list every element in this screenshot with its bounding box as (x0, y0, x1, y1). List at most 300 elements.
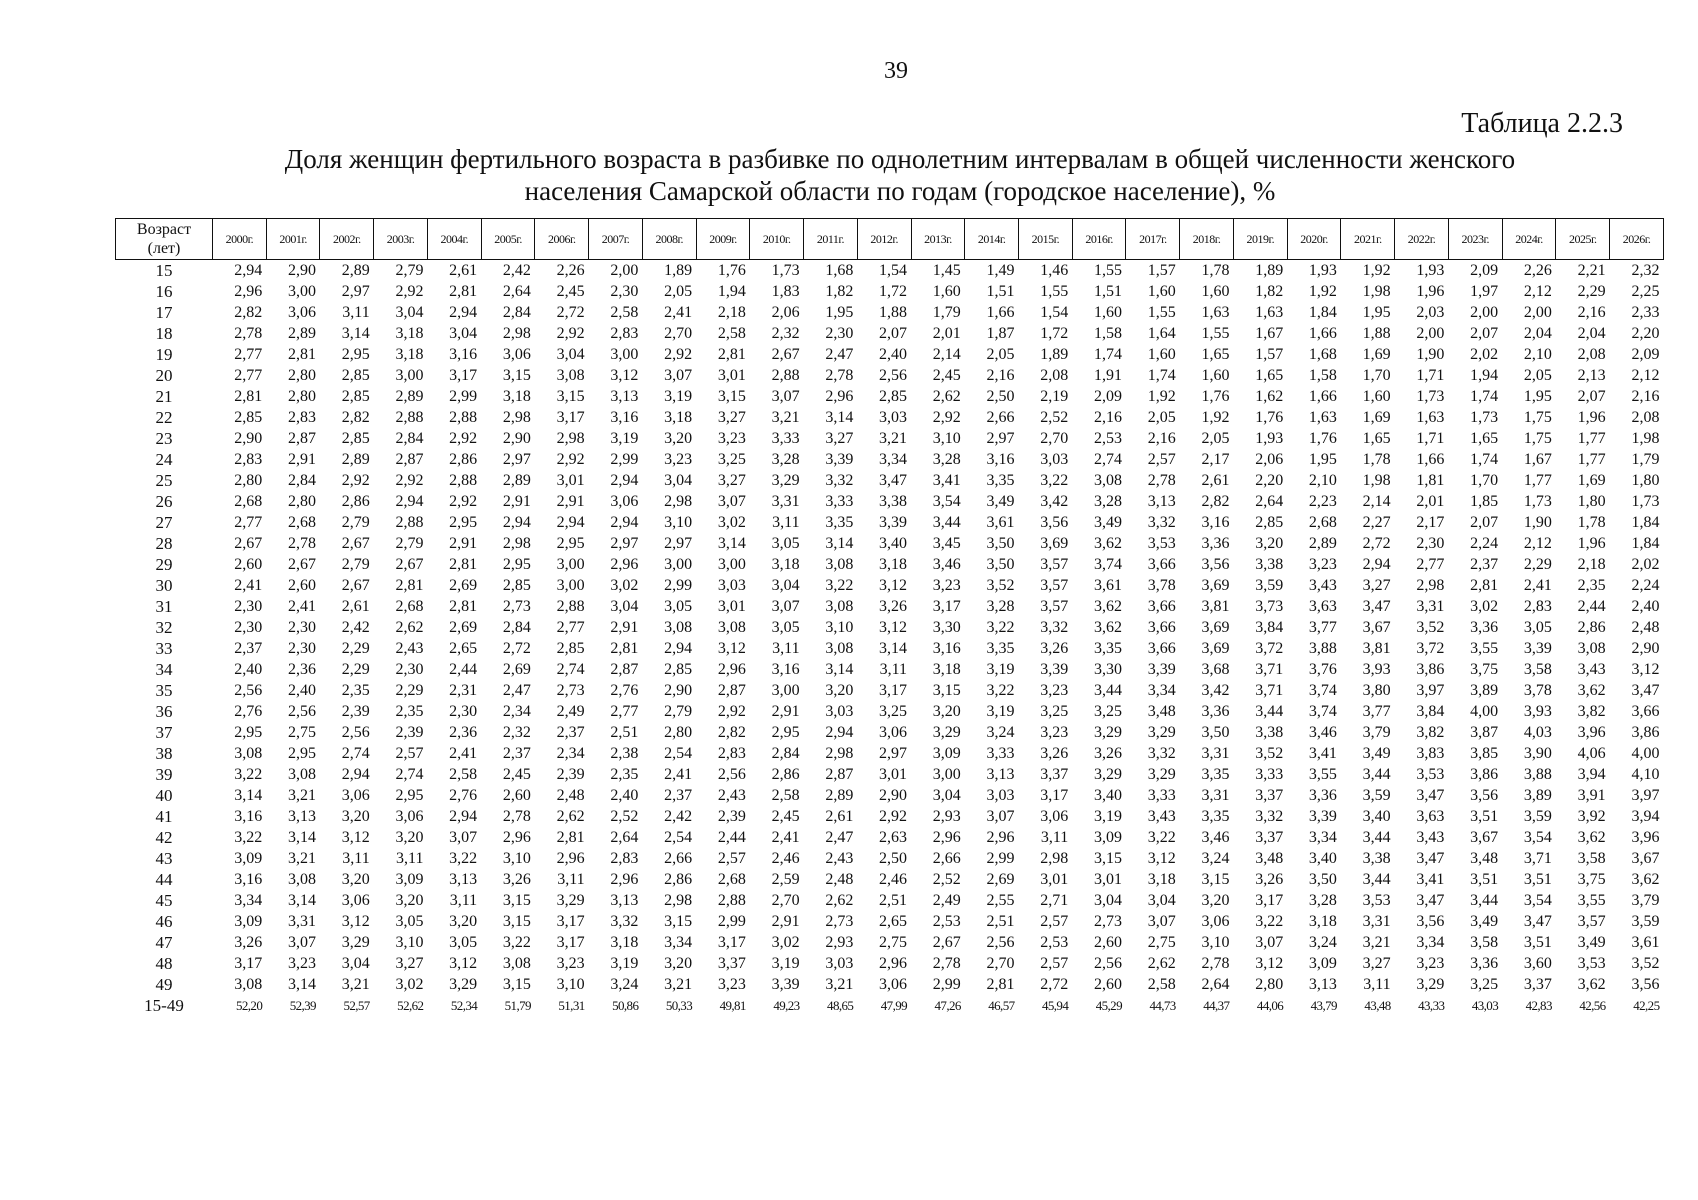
table-label: Таблица 2.2.3 (1461, 108, 1623, 139)
value-cell: 2,90 (1631, 640, 1660, 657)
value-cell: 2,09 (1470, 262, 1499, 279)
value-cell: 3,62 (1093, 598, 1122, 615)
value-cell: 3,08 (234, 976, 263, 993)
value-cell: 1,55 (1093, 262, 1122, 279)
value-cell: 1,93 (1255, 430, 1284, 447)
value-cell: 2,57 (1147, 451, 1176, 468)
value-cell: 3,27 (825, 430, 854, 447)
value-cell: 3,67 (1470, 829, 1499, 846)
value-cell: 1,92 (1362, 262, 1391, 279)
value-cell: 3,17 (234, 955, 263, 972)
value-cell: 2,68 (395, 598, 424, 615)
value-cell: 45,94 (1041, 998, 1069, 1013)
value-cell: 3,52 (986, 577, 1015, 594)
value-cell: 3,05 (771, 619, 800, 636)
age-column-header (116, 219, 213, 260)
value-cell: 3,52 (1631, 955, 1660, 972)
value-cell: 2,67 (341, 535, 370, 552)
value-cell: 2,79 (395, 262, 424, 279)
value-cell: 2,32 (1631, 262, 1660, 279)
value-cell: 3,66 (1147, 556, 1176, 573)
value-cell: 2,96 (234, 283, 263, 300)
value-cell: 52,57 (343, 998, 370, 1013)
value-cell: 2,10 (1523, 346, 1552, 363)
value-cell: 3,19 (610, 430, 639, 447)
value-cell: 2,56 (879, 367, 908, 384)
value-cell: 3,00 (664, 556, 693, 573)
value-cell: 1,78 (1577, 514, 1606, 531)
value-cell: 3,40 (879, 535, 908, 552)
value-cell: 2,74 (556, 661, 585, 678)
value-cell: 3,32 (1147, 745, 1176, 762)
value-cell: 3,08 (287, 871, 316, 888)
value-cell: 3,14 (825, 661, 854, 678)
value-cell: 2,56 (234, 682, 263, 699)
value-cell: 3,03 (879, 409, 908, 426)
value-cell: 1,66 (1308, 388, 1337, 405)
year-column-header: 2025г. (1556, 219, 1610, 260)
year-column-header: 2012г. (857, 219, 911, 260)
value-cell: 3,06 (1040, 808, 1069, 825)
value-cell: 3,37 (1040, 766, 1069, 783)
value-cell: 2,72 (1362, 535, 1391, 552)
value-cell: 3,29 (449, 976, 478, 993)
value-cell: 2,60 (1093, 976, 1122, 993)
value-cell: 3,01 (556, 472, 585, 489)
value-cell: 2,30 (287, 640, 316, 657)
value-cell: 3,02 (717, 514, 746, 531)
value-cell: 2,92 (556, 451, 585, 468)
value-cell: 1,68 (1308, 346, 1337, 363)
table-row (116, 953, 1664, 974)
year-column-header: 2000г. (213, 219, 267, 260)
value-cell: 3,97 (1416, 682, 1445, 699)
value-cell: 3,23 (556, 955, 585, 972)
value-cell: 3,36 (1308, 787, 1337, 804)
value-cell: 2,98 (1416, 577, 1445, 594)
table-row (116, 260, 1664, 282)
value-cell: 2,81 (234, 388, 263, 405)
value-cell: 1,57 (1255, 346, 1284, 363)
value-cell: 3,31 (1201, 745, 1230, 762)
value-cell: 3,79 (1362, 724, 1391, 741)
value-cell: 3,93 (1362, 661, 1391, 678)
value-cell: 2,89 (395, 388, 424, 405)
value-cell: 2,87 (287, 430, 316, 447)
value-cell: 3,35 (986, 472, 1015, 489)
value-cell: 1,69 (1362, 409, 1391, 426)
value-cell: 51,31 (558, 998, 585, 1013)
value-cell: 1,65 (1201, 346, 1230, 363)
value-cell: 2,78 (1147, 472, 1176, 489)
value-cell: 2,37 (556, 724, 585, 741)
value-cell: 3,20 (341, 808, 370, 825)
value-cell: 3,58 (1470, 934, 1499, 951)
value-cell: 2,94 (234, 262, 263, 279)
value-cell: 2,16 (1577, 304, 1606, 321)
value-cell: 1,73 (1523, 493, 1552, 510)
value-cell: 3,91 (1577, 787, 1606, 804)
value-cell: 2,97 (986, 430, 1015, 447)
value-cell: 1,54 (879, 262, 908, 279)
value-cell: 3,09 (234, 850, 263, 867)
age-header-line-1: Возраст (136, 221, 192, 238)
value-cell: 2,91 (449, 535, 478, 552)
value-cell: 1,77 (1523, 472, 1552, 489)
value-cell: 2,91 (556, 493, 585, 510)
value-cell: 3,23 (717, 430, 746, 447)
value-cell: 2,37 (234, 640, 263, 657)
value-cell: 3,56 (1416, 913, 1445, 930)
value-cell: 3,22 (234, 766, 263, 783)
value-cell: 3,56 (1201, 556, 1230, 573)
value-cell: 2,99 (932, 976, 961, 993)
value-cell: 1,75 (1523, 430, 1552, 447)
value-cell: 2,05 (664, 283, 693, 300)
value-cell: 2,62 (1147, 955, 1176, 972)
year-column-header: 2008г. (642, 219, 696, 260)
value-cell: 2,70 (986, 955, 1015, 972)
value-cell: 3,22 (502, 934, 531, 951)
value-cell: 1,55 (1147, 304, 1176, 321)
value-cell: 2,57 (1040, 955, 1069, 972)
value-cell: 3,03 (1040, 451, 1069, 468)
value-cell: 3,16 (1201, 514, 1230, 531)
value-cell: 47,99 (880, 998, 908, 1013)
year-column-header: 2009г. (696, 219, 750, 260)
age-cell: 15-49 (144, 996, 184, 1015)
value-cell: 3,15 (502, 976, 531, 993)
value-cell: 2,95 (449, 514, 478, 531)
value-cell: 3,79 (1631, 892, 1660, 909)
value-cell: 1,75 (1523, 409, 1552, 426)
value-cell: 3,07 (717, 493, 746, 510)
value-cell: 2,30 (1416, 535, 1445, 552)
value-cell: 2,31 (449, 682, 478, 699)
value-cell: 3,62 (1093, 535, 1122, 552)
value-cell: 3,81 (1362, 640, 1391, 657)
value-cell: 3,12 (449, 955, 478, 972)
value-cell: 2,94 (664, 640, 693, 657)
value-cell: 3,86 (1631, 724, 1660, 741)
value-cell: 3,10 (395, 934, 424, 951)
value-cell: 3,61 (986, 514, 1015, 531)
year-column-header: 2004г. (427, 219, 481, 260)
value-cell: 2,75 (287, 724, 316, 741)
value-cell: 49,23 (773, 998, 800, 1013)
value-cell: 2,98 (664, 493, 693, 510)
value-cell: 2,84 (502, 619, 531, 636)
value-cell: 2,12 (1523, 535, 1552, 552)
age-cell: 36 (155, 702, 173, 721)
value-cell: 2,94 (449, 304, 478, 321)
value-cell: 3,82 (1416, 724, 1445, 741)
value-cell: 3,23 (287, 955, 316, 972)
value-cell: 3,21 (287, 850, 316, 867)
value-cell: 2,90 (664, 682, 693, 699)
value-cell: 2,93 (932, 808, 961, 825)
value-cell: 1,65 (1255, 367, 1284, 384)
value-cell: 2,95 (287, 745, 316, 762)
value-cell: 3,07 (986, 808, 1015, 825)
value-cell: 1,46 (1040, 262, 1069, 279)
value-cell: 1,77 (1577, 430, 1606, 447)
value-cell: 2,81 (287, 346, 316, 363)
value-cell: 2,56 (341, 724, 370, 741)
value-cell: 2,09 (1093, 388, 1122, 405)
value-cell: 1,66 (1308, 325, 1337, 342)
table-row (116, 302, 1664, 323)
value-cell: 1,76 (1201, 388, 1230, 405)
value-cell: 3,67 (1362, 619, 1391, 636)
value-cell: 3,06 (1201, 913, 1230, 930)
value-cell: 3,28 (771, 451, 800, 468)
value-cell: 2,79 (341, 514, 370, 531)
value-cell: 3,22 (1040, 472, 1069, 489)
value-cell: 2,29 (341, 661, 370, 678)
table-row (116, 638, 1664, 659)
value-cell: 52,62 (397, 998, 424, 1013)
value-cell: 2,54 (664, 745, 693, 762)
value-cell: 3,49 (1577, 934, 1606, 951)
value-cell: 3,94 (1577, 766, 1606, 783)
value-cell: 2,14 (932, 346, 961, 363)
value-cell: 1,67 (1255, 325, 1284, 342)
value-cell: 42,56 (1579, 998, 1606, 1013)
value-cell: 3,00 (771, 682, 800, 699)
title-line-1: Доля женщин фертильного возраста в разбивке по однолетним интервалам в общей численности женского (284, 144, 1516, 174)
value-cell: 2,36 (287, 661, 316, 678)
value-cell: 3,19 (664, 388, 693, 405)
value-cell: 2,69 (449, 577, 478, 594)
value-cell: 2,58 (1147, 976, 1176, 993)
value-cell: 2,42 (664, 808, 693, 825)
value-cell: 3,11 (1363, 976, 1391, 993)
value-cell: 1,92 (1308, 283, 1337, 300)
value-cell: 2,98 (502, 409, 531, 426)
value-cell: 2,96 (610, 871, 639, 888)
value-cell: 3,58 (1523, 661, 1552, 678)
value-cell: 2,37 (1470, 556, 1499, 573)
value-cell: 2,69 (986, 871, 1015, 888)
value-cell: 2,81 (395, 577, 424, 594)
value-cell: 2,80 (287, 388, 316, 405)
value-cell: 2,70 (771, 892, 800, 909)
value-cell: 2,49 (932, 892, 961, 909)
value-cell: 2,94 (556, 514, 585, 531)
value-cell: 2,94 (1362, 556, 1391, 573)
value-cell: 2,96 (932, 829, 961, 846)
value-cell: 3,18 (395, 325, 424, 342)
age-header-line-2: (лет) (147, 240, 181, 257)
value-cell: 1,76 (717, 262, 746, 279)
value-cell: 3,10 (556, 976, 585, 993)
value-cell: 3,04 (395, 304, 424, 321)
value-cell: 2,30 (825, 325, 854, 342)
value-cell: 3,18 (502, 388, 531, 405)
value-cell: 3,00 (610, 346, 639, 363)
value-cell: 2,53 (1040, 934, 1069, 951)
table-row (116, 407, 1664, 428)
value-cell: 1,78 (1201, 262, 1230, 279)
value-cell: 2,52 (1040, 409, 1069, 426)
value-cell: 3,24 (1201, 850, 1230, 867)
value-cell: 2,87 (395, 451, 424, 468)
value-cell: 2,94 (610, 514, 639, 531)
year-column-header: 2006г. (535, 219, 589, 260)
value-cell: 3,46 (1201, 829, 1230, 846)
value-cell: 2,99 (610, 451, 639, 468)
value-cell: 3,13 (1147, 493, 1176, 510)
value-cell: 2,00 (1470, 304, 1499, 321)
value-cell: 3,22 (234, 829, 263, 846)
value-cell: 3,51 (1470, 808, 1499, 825)
value-cell: 2,78 (234, 325, 263, 342)
value-cell: 2,90 (234, 430, 263, 447)
value-cell: 2,73 (502, 598, 531, 615)
value-cell: 3,15 (502, 367, 531, 384)
value-cell: 2,80 (287, 493, 316, 510)
value-cell: 2,61 (825, 808, 854, 825)
value-cell: 2,51 (879, 892, 908, 909)
value-cell: 3,29 (341, 934, 370, 951)
value-cell: 3,15 (1201, 871, 1230, 888)
value-cell: 3,39 (1308, 808, 1337, 825)
table-row (116, 365, 1664, 386)
value-cell: 3,26 (879, 598, 908, 615)
value-cell: 3,11 (342, 304, 370, 321)
value-cell: 3,68 (1201, 661, 1230, 678)
value-cell: 2,80 (1255, 976, 1284, 993)
year-column-header: 2024г. (1502, 219, 1556, 260)
value-cell: 2,95 (771, 724, 800, 741)
value-cell: 43,33 (1418, 998, 1445, 1013)
value-cell: 1,73 (1470, 409, 1499, 426)
value-cell: 2,75 (879, 934, 908, 951)
value-cell: 1,84 (1631, 514, 1660, 531)
table-row (116, 344, 1664, 365)
value-cell: 52,34 (450, 998, 478, 1013)
value-cell: 3,04 (1093, 892, 1122, 909)
age-cell: 29 (155, 555, 173, 574)
value-cell: 3,83 (1416, 745, 1445, 762)
value-cell: 3,03 (986, 787, 1015, 804)
value-cell: 2,91 (502, 493, 531, 510)
value-cell: 3,66 (1147, 619, 1176, 636)
value-cell: 3,44 (1470, 892, 1499, 909)
value-cell: 3,11 (342, 850, 370, 867)
value-cell: 3,36 (1470, 955, 1499, 972)
year-column-header: 2023г. (1448, 219, 1502, 260)
value-cell: 3,06 (610, 493, 639, 510)
value-cell: 3,61 (1093, 577, 1122, 594)
value-cell: 3,10 (1201, 934, 1230, 951)
value-cell: 1,93 (1308, 262, 1337, 279)
value-cell: 3,22 (986, 619, 1015, 636)
age-cell: 33 (155, 639, 173, 658)
value-cell: 2,06 (1255, 451, 1284, 468)
value-cell: 2,76 (449, 787, 478, 804)
value-cell: 2,51 (986, 913, 1015, 930)
value-cell: 3,04 (1147, 892, 1176, 909)
value-cell: 3,92 (1577, 808, 1606, 825)
value-cell: 3,58 (1577, 850, 1606, 867)
value-cell: 3,29 (1416, 976, 1445, 993)
age-cell: 26 (155, 492, 173, 511)
value-cell: 2,04 (1523, 325, 1552, 342)
value-cell: 2,81 (449, 283, 478, 300)
value-cell: 1,98 (1362, 472, 1391, 489)
value-cell: 2,94 (610, 472, 639, 489)
value-cell: 2,60 (1093, 934, 1122, 951)
value-cell: 2,42 (341, 619, 370, 636)
value-cell: 2,86 (341, 493, 370, 510)
value-cell: 1,93 (1416, 262, 1445, 279)
value-cell: 3,11 (1040, 829, 1069, 846)
value-cell: 3,08 (1093, 472, 1122, 489)
value-cell: 3,24 (1308, 934, 1337, 951)
value-cell: 3,19 (986, 661, 1015, 678)
value-cell: 2,58 (717, 325, 746, 342)
title-line-2: населения Самарской области по годам (городское население), % (524, 176, 1276, 206)
year-column-header: 2010г. (750, 219, 804, 260)
value-cell: 1,74 (1470, 451, 1499, 468)
value-cell: 3,31 (1362, 913, 1391, 930)
value-cell: 2,26 (556, 262, 585, 279)
value-cell: 2,30 (610, 283, 639, 300)
value-cell: 3,89 (1523, 787, 1552, 804)
value-cell: 2,64 (502, 283, 531, 300)
value-cell: 2,81 (556, 829, 585, 846)
value-cell: 3,43 (1147, 808, 1176, 825)
value-cell: 2,90 (502, 430, 531, 447)
value-cell: 1,54 (1040, 304, 1069, 321)
value-cell: 3,55 (1470, 640, 1499, 657)
value-cell: 1,71 (1416, 430, 1445, 447)
value-cell: 3,01 (879, 766, 908, 783)
value-cell: 3,03 (825, 955, 854, 972)
age-cell: 37 (155, 723, 173, 742)
table-row (116, 974, 1664, 995)
value-cell: 1,63 (1308, 409, 1337, 426)
value-cell: 2,30 (395, 661, 424, 678)
value-cell: 3,29 (1093, 766, 1122, 783)
value-cell: 2,67 (771, 346, 800, 363)
value-cell: 1,91 (1093, 367, 1122, 384)
value-cell: 2,43 (395, 640, 424, 657)
value-cell: 2,84 (502, 304, 531, 321)
value-cell: 3,23 (717, 976, 746, 993)
value-cell: 2,82 (234, 304, 263, 321)
value-cell: 3,20 (664, 430, 693, 447)
value-cell: 2,73 (1093, 913, 1122, 930)
value-cell: 3,06 (879, 724, 908, 741)
value-cell: 3,69 (1040, 535, 1069, 552)
age-cell: 41 (155, 807, 173, 826)
value-cell: 3,06 (287, 304, 316, 321)
value-cell: 2,64 (610, 829, 639, 846)
value-cell: 2,93 (825, 934, 854, 951)
value-cell: 3,47 (1631, 682, 1660, 699)
value-cell: 2,46 (879, 871, 908, 888)
header-row (116, 219, 1664, 260)
value-cell: 1,89 (1255, 262, 1284, 279)
data-table-container (115, 218, 1664, 1016)
value-cell: 1,63 (1416, 409, 1445, 426)
value-cell: 3,14 (879, 640, 908, 657)
value-cell: 2,85 (664, 661, 693, 678)
value-cell: 3,28 (986, 598, 1015, 615)
